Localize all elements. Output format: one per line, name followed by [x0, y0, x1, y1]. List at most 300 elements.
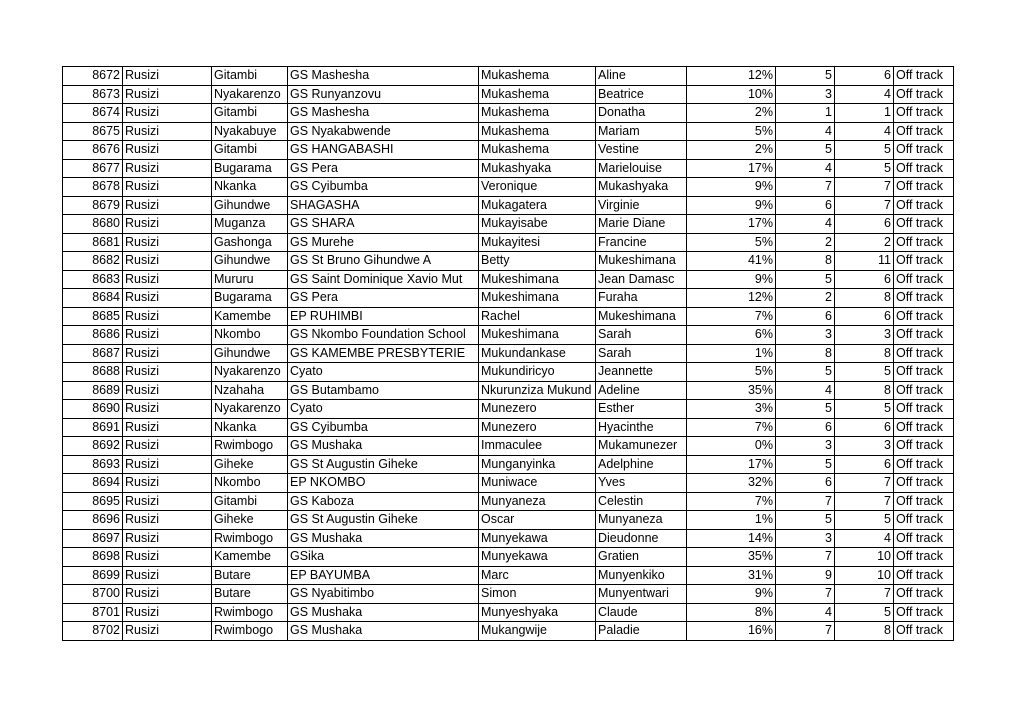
- cell-school: GS Mushaka: [288, 603, 479, 622]
- cell-school: GS Nkombo Foundation School: [288, 326, 479, 345]
- cell-score-a: 5: [776, 270, 835, 289]
- cell-school: Cyato: [288, 363, 479, 382]
- cell-sector: Gihundwe: [212, 252, 288, 271]
- cell-percent: 6%: [687, 326, 776, 345]
- cell-school: GS Cyibumba: [288, 418, 479, 437]
- cell-school: GS Pera: [288, 289, 479, 308]
- cell-first-name: Esther: [596, 400, 687, 419]
- cell-status: Off track: [894, 418, 954, 437]
- cell-percent: 14%: [687, 529, 776, 548]
- cell-last-name: Veronique: [479, 178, 596, 197]
- cell-status: Off track: [894, 289, 954, 308]
- cell-score-a: 7: [776, 492, 835, 511]
- cell-first-name: Sarah: [596, 326, 687, 345]
- cell-district: Rusizi: [123, 381, 212, 400]
- cell-district: Rusizi: [123, 141, 212, 160]
- cell-school: GS Murehe: [288, 233, 479, 252]
- cell-first-name: Adeline: [596, 381, 687, 400]
- cell-score-a: 4: [776, 215, 835, 234]
- cell-first-name: Furaha: [596, 289, 687, 308]
- cell-last-name: Mukeshimana: [479, 270, 596, 289]
- cell-score-a: 5: [776, 455, 835, 474]
- cell-percent: 32%: [687, 474, 776, 493]
- cell-first-name: Yves: [596, 474, 687, 493]
- table-row: [63, 178, 954, 197]
- cell-row-id: 8684: [63, 289, 123, 308]
- cell-last-name: Mukashyaka: [479, 159, 596, 178]
- cell-first-name: Jeannette: [596, 363, 687, 382]
- cell-row-id: 8683: [63, 270, 123, 289]
- cell-district: Rusizi: [123, 344, 212, 363]
- cell-first-name: Dieudonne: [596, 529, 687, 548]
- cell-score-a: 6: [776, 474, 835, 493]
- cell-district: Rusizi: [123, 159, 212, 178]
- cell-score-b: 7: [835, 196, 894, 215]
- cell-score-a: 6: [776, 196, 835, 215]
- cell-first-name: Donatha: [596, 104, 687, 123]
- cell-status: Off track: [894, 437, 954, 456]
- cell-score-b: 5: [835, 363, 894, 382]
- table-row: [63, 122, 954, 141]
- cell-school: GS Mushaka: [288, 622, 479, 641]
- cell-sector: Gitambi: [212, 492, 288, 511]
- cell-last-name: Munganyinka: [479, 455, 596, 474]
- cell-school: GS Pera: [288, 159, 479, 178]
- cell-percent: 2%: [687, 141, 776, 160]
- cell-percent: 9%: [687, 178, 776, 197]
- cell-score-a: 2: [776, 289, 835, 308]
- cell-row-id: 8695: [63, 492, 123, 511]
- table-row: [63, 141, 954, 160]
- cell-sector: Nyakarenzo: [212, 363, 288, 382]
- cell-last-name: Mukeshimana: [479, 289, 596, 308]
- cell-percent: 0%: [687, 437, 776, 456]
- cell-row-id: 8696: [63, 511, 123, 530]
- cell-sector: Muganza: [212, 215, 288, 234]
- cell-percent: 5%: [687, 363, 776, 382]
- cell-last-name: Munyekawa: [479, 548, 596, 567]
- cell-sector: Nkanka: [212, 178, 288, 197]
- cell-sector: Bugarama: [212, 159, 288, 178]
- table-row: [63, 381, 954, 400]
- table-row: [63, 548, 954, 567]
- cell-school: SHAGASHA: [288, 196, 479, 215]
- cell-percent: 10%: [687, 85, 776, 104]
- cell-score-a: 5: [776, 400, 835, 419]
- cell-sector: Gashonga: [212, 233, 288, 252]
- cell-score-a: 5: [776, 511, 835, 530]
- cell-score-b: 6: [835, 215, 894, 234]
- cell-district: Rusizi: [123, 455, 212, 474]
- cell-score-a: 3: [776, 326, 835, 345]
- cell-school: GS Mashesha: [288, 104, 479, 123]
- cell-score-a: 6: [776, 418, 835, 437]
- cell-score-b: 3: [835, 326, 894, 345]
- cell-row-id: 8672: [63, 67, 123, 86]
- cell-school: GS Nyabitimbo: [288, 585, 479, 604]
- cell-district: Rusizi: [123, 585, 212, 604]
- cell-score-b: 8: [835, 344, 894, 363]
- cell-last-name: Mukagatera: [479, 196, 596, 215]
- cell-sector: Gitambi: [212, 67, 288, 86]
- cell-district: Rusizi: [123, 363, 212, 382]
- cell-school: GS Mushaka: [288, 437, 479, 456]
- cell-sector: Butare: [212, 585, 288, 604]
- cell-row-id: 8694: [63, 474, 123, 493]
- cell-row-id: 8700: [63, 585, 123, 604]
- cell-score-a: 2: [776, 233, 835, 252]
- table-row: [63, 67, 954, 86]
- cell-percent: 5%: [687, 233, 776, 252]
- cell-score-b: 1: [835, 104, 894, 123]
- table-row: [63, 326, 954, 345]
- cell-score-a: 7: [776, 622, 835, 641]
- cell-score-a: 4: [776, 122, 835, 141]
- cell-score-b: 6: [835, 270, 894, 289]
- table-row: [63, 455, 954, 474]
- cell-row-id: 8690: [63, 400, 123, 419]
- cell-sector: Bugarama: [212, 289, 288, 308]
- cell-first-name: Mukeshimana: [596, 307, 687, 326]
- cell-status: Off track: [894, 492, 954, 511]
- cell-status: Off track: [894, 215, 954, 234]
- cell-last-name: Mukashema: [479, 104, 596, 123]
- cell-row-id: 8685: [63, 307, 123, 326]
- cell-first-name: Jean Damasc: [596, 270, 687, 289]
- cell-status: Off track: [894, 400, 954, 419]
- cell-status: Off track: [894, 585, 954, 604]
- table-row: [63, 307, 954, 326]
- cell-row-id: 8678: [63, 178, 123, 197]
- table-row: [63, 289, 954, 308]
- cell-sector: Nyakarenzo: [212, 85, 288, 104]
- cell-sector: Rwimbogo: [212, 603, 288, 622]
- cell-district: Rusizi: [123, 307, 212, 326]
- cell-district: Rusizi: [123, 178, 212, 197]
- cell-score-b: 5: [835, 141, 894, 160]
- cell-district: Rusizi: [123, 122, 212, 141]
- cell-row-id: 8698: [63, 548, 123, 567]
- cell-percent: 9%: [687, 270, 776, 289]
- cell-percent: 31%: [687, 566, 776, 585]
- cell-score-b: 8: [835, 622, 894, 641]
- cell-score-a: 7: [776, 178, 835, 197]
- cell-score-b: 4: [835, 122, 894, 141]
- table-row: [63, 492, 954, 511]
- cell-score-b: 7: [835, 585, 894, 604]
- cell-status: Off track: [894, 307, 954, 326]
- cell-percent: 16%: [687, 622, 776, 641]
- cell-score-a: 5: [776, 363, 835, 382]
- cell-first-name: Sarah: [596, 344, 687, 363]
- cell-status: Off track: [894, 511, 954, 530]
- table-row: [63, 215, 954, 234]
- table-row: [63, 437, 954, 456]
- cell-score-a: 7: [776, 548, 835, 567]
- cell-last-name: Nkurunziza Mukund: [479, 381, 596, 400]
- cell-sector: Kamembe: [212, 307, 288, 326]
- cell-first-name: Munyaneza: [596, 511, 687, 530]
- cell-score-a: 4: [776, 381, 835, 400]
- cell-score-b: 4: [835, 85, 894, 104]
- cell-percent: 7%: [687, 307, 776, 326]
- cell-score-a: 9: [776, 566, 835, 585]
- cell-row-id: 8677: [63, 159, 123, 178]
- cell-school: EP NKOMBO: [288, 474, 479, 493]
- cell-score-b: 3: [835, 437, 894, 456]
- cell-school: GS Mushaka: [288, 529, 479, 548]
- cell-sector: Butare: [212, 566, 288, 585]
- cell-sector: Nkanka: [212, 418, 288, 437]
- cell-status: Off track: [894, 474, 954, 493]
- cell-school: GS St Bruno Gihundwe A: [288, 252, 479, 271]
- cell-score-b: 5: [835, 159, 894, 178]
- cell-score-b: 10: [835, 566, 894, 585]
- cell-status: Off track: [894, 363, 954, 382]
- cell-district: Rusizi: [123, 492, 212, 511]
- cell-school: GS KAMEMBE PRESBYTERIE: [288, 344, 479, 363]
- cell-last-name: Mukashema: [479, 85, 596, 104]
- table-row: [63, 85, 954, 104]
- cell-school: GS Butambamo: [288, 381, 479, 400]
- cell-first-name: Mukashyaka: [596, 178, 687, 197]
- cell-district: Rusizi: [123, 196, 212, 215]
- cell-sector: Rwimbogo: [212, 622, 288, 641]
- cell-status: Off track: [894, 67, 954, 86]
- cell-row-id: 8692: [63, 437, 123, 456]
- cell-district: Rusizi: [123, 85, 212, 104]
- cell-last-name: Marc: [479, 566, 596, 585]
- cell-score-a: 5: [776, 67, 835, 86]
- cell-score-b: 6: [835, 455, 894, 474]
- cell-status: Off track: [894, 196, 954, 215]
- cell-row-id: 8693: [63, 455, 123, 474]
- cell-status: Off track: [894, 344, 954, 363]
- data-table: [62, 66, 954, 641]
- cell-last-name: Muniwace: [479, 474, 596, 493]
- cell-score-a: 4: [776, 603, 835, 622]
- cell-district: Rusizi: [123, 233, 212, 252]
- cell-last-name: Mukashema: [479, 67, 596, 86]
- cell-row-id: 8682: [63, 252, 123, 271]
- cell-row-id: 8675: [63, 122, 123, 141]
- cell-district: Rusizi: [123, 104, 212, 123]
- cell-row-id: 8687: [63, 344, 123, 363]
- cell-district: Rusizi: [123, 511, 212, 530]
- cell-percent: 12%: [687, 67, 776, 86]
- cell-percent: 2%: [687, 104, 776, 123]
- table-row: [63, 474, 954, 493]
- cell-row-id: 8689: [63, 381, 123, 400]
- cell-first-name: Celestin: [596, 492, 687, 511]
- cell-score-b: 8: [835, 381, 894, 400]
- cell-sector: Rwimbogo: [212, 437, 288, 456]
- cell-district: Rusizi: [123, 400, 212, 419]
- table-body: [63, 67, 954, 641]
- cell-first-name: Marielouise: [596, 159, 687, 178]
- cell-last-name: Mukayitesi: [479, 233, 596, 252]
- cell-last-name: Mukundankase: [479, 344, 596, 363]
- cell-school: GS HANGABASHI: [288, 141, 479, 160]
- cell-school: GS St Augustin Giheke: [288, 511, 479, 530]
- cell-last-name: Mukundiricyo: [479, 363, 596, 382]
- table-row: [63, 566, 954, 585]
- cell-score-a: 8: [776, 252, 835, 271]
- cell-row-id: 8691: [63, 418, 123, 437]
- cell-row-id: 8702: [63, 622, 123, 641]
- table-row: [63, 104, 954, 123]
- cell-school: GSika: [288, 548, 479, 567]
- table-row: [63, 511, 954, 530]
- cell-score-a: 3: [776, 437, 835, 456]
- cell-school: EP BAYUMBA: [288, 566, 479, 585]
- cell-district: Rusizi: [123, 474, 212, 493]
- cell-status: Off track: [894, 622, 954, 641]
- cell-status: Off track: [894, 252, 954, 271]
- cell-percent: 17%: [687, 215, 776, 234]
- cell-percent: 7%: [687, 492, 776, 511]
- cell-school: GS Saint Dominique Xavio Mut: [288, 270, 479, 289]
- cell-score-b: 7: [835, 492, 894, 511]
- table-row: [63, 270, 954, 289]
- table-row: [63, 252, 954, 271]
- cell-row-id: 8686: [63, 326, 123, 345]
- cell-school: GS Runyanzovu: [288, 85, 479, 104]
- cell-school: GS Nyakabwende: [288, 122, 479, 141]
- cell-score-b: 8: [835, 289, 894, 308]
- cell-sector: Gitambi: [212, 104, 288, 123]
- cell-row-id: 8701: [63, 603, 123, 622]
- cell-percent: 1%: [687, 511, 776, 530]
- cell-status: Off track: [894, 326, 954, 345]
- cell-score-a: 1: [776, 104, 835, 123]
- cell-status: Off track: [894, 141, 954, 160]
- cell-percent: 3%: [687, 400, 776, 419]
- cell-first-name: Aline: [596, 67, 687, 86]
- cell-score-a: 7: [776, 585, 835, 604]
- cell-last-name: Rachel: [479, 307, 596, 326]
- cell-first-name: Hyacinthe: [596, 418, 687, 437]
- cell-score-a: 4: [776, 159, 835, 178]
- cell-status: Off track: [894, 381, 954, 400]
- table-row: [63, 344, 954, 363]
- cell-sector: Nkombo: [212, 326, 288, 345]
- table-row: [63, 196, 954, 215]
- cell-district: Rusizi: [123, 270, 212, 289]
- cell-first-name: Mukeshimana: [596, 252, 687, 271]
- cell-first-name: Munyenkiko: [596, 566, 687, 585]
- cell-sector: Gihundwe: [212, 344, 288, 363]
- cell-district: Rusizi: [123, 437, 212, 456]
- cell-district: Rusizi: [123, 215, 212, 234]
- cell-district: Rusizi: [123, 603, 212, 622]
- table-row: [63, 622, 954, 641]
- cell-score-b: 6: [835, 418, 894, 437]
- cell-district: Rusizi: [123, 529, 212, 548]
- cell-status: Off track: [894, 529, 954, 548]
- cell-sector: Rwimbogo: [212, 529, 288, 548]
- cell-row-id: 8676: [63, 141, 123, 160]
- cell-district: Rusizi: [123, 548, 212, 567]
- cell-score-b: 4: [835, 529, 894, 548]
- cell-first-name: Claude: [596, 603, 687, 622]
- table-row: [63, 363, 954, 382]
- cell-row-id: 8688: [63, 363, 123, 382]
- cell-score-b: 5: [835, 511, 894, 530]
- cell-first-name: Virginie: [596, 196, 687, 215]
- cell-last-name: Munezero: [479, 400, 596, 419]
- cell-school: GS Mashesha: [288, 67, 479, 86]
- cell-status: Off track: [894, 178, 954, 197]
- cell-last-name: Oscar: [479, 511, 596, 530]
- cell-sector: Gihundwe: [212, 196, 288, 215]
- cell-first-name: Munyentwari: [596, 585, 687, 604]
- cell-first-name: Vestine: [596, 141, 687, 160]
- cell-percent: 7%: [687, 418, 776, 437]
- cell-last-name: Munyaneza: [479, 492, 596, 511]
- cell-status: Off track: [894, 85, 954, 104]
- cell-percent: 35%: [687, 381, 776, 400]
- cell-last-name: Mukangwije: [479, 622, 596, 641]
- cell-row-id: 8673: [63, 85, 123, 104]
- cell-last-name: Mukeshimana: [479, 326, 596, 345]
- cell-row-id: 8699: [63, 566, 123, 585]
- cell-sector: Gitambi: [212, 141, 288, 160]
- cell-score-a: 8: [776, 344, 835, 363]
- cell-sector: Mururu: [212, 270, 288, 289]
- cell-score-b: 2: [835, 233, 894, 252]
- cell-status: Off track: [894, 270, 954, 289]
- cell-percent: 12%: [687, 289, 776, 308]
- cell-sector: Nkombo: [212, 474, 288, 493]
- cell-last-name: Munyeshyaka: [479, 603, 596, 622]
- table-row: [63, 418, 954, 437]
- cell-row-id: 8697: [63, 529, 123, 548]
- cell-row-id: 8674: [63, 104, 123, 123]
- cell-score-b: 7: [835, 474, 894, 493]
- cell-district: Rusizi: [123, 566, 212, 585]
- cell-first-name: Francine: [596, 233, 687, 252]
- cell-last-name: Immaculee: [479, 437, 596, 456]
- table-row: [63, 529, 954, 548]
- cell-first-name: Adelphine: [596, 455, 687, 474]
- cell-percent: 9%: [687, 585, 776, 604]
- cell-last-name: Mukashema: [479, 122, 596, 141]
- cell-sector: Nzahaha: [212, 381, 288, 400]
- cell-school: EP RUHIMBI: [288, 307, 479, 326]
- cell-last-name: Simon: [479, 585, 596, 604]
- cell-score-b: 5: [835, 400, 894, 419]
- cell-percent: 8%: [687, 603, 776, 622]
- cell-district: Rusizi: [123, 67, 212, 86]
- cell-percent: 35%: [687, 548, 776, 567]
- cell-percent: 5%: [687, 122, 776, 141]
- cell-first-name: Marie Diane: [596, 215, 687, 234]
- cell-score-b: 10: [835, 548, 894, 567]
- cell-last-name: Munyekawa: [479, 529, 596, 548]
- cell-score-b: 11: [835, 252, 894, 271]
- cell-first-name: Mariam: [596, 122, 687, 141]
- cell-percent: 17%: [687, 455, 776, 474]
- cell-status: Off track: [894, 455, 954, 474]
- cell-school: GS SHARA: [288, 215, 479, 234]
- cell-school: Cyato: [288, 400, 479, 419]
- cell-school: GS St Augustin Giheke: [288, 455, 479, 474]
- cell-status: Off track: [894, 233, 954, 252]
- cell-last-name: Mukashema: [479, 141, 596, 160]
- cell-percent: 9%: [687, 196, 776, 215]
- cell-first-name: Paladie: [596, 622, 687, 641]
